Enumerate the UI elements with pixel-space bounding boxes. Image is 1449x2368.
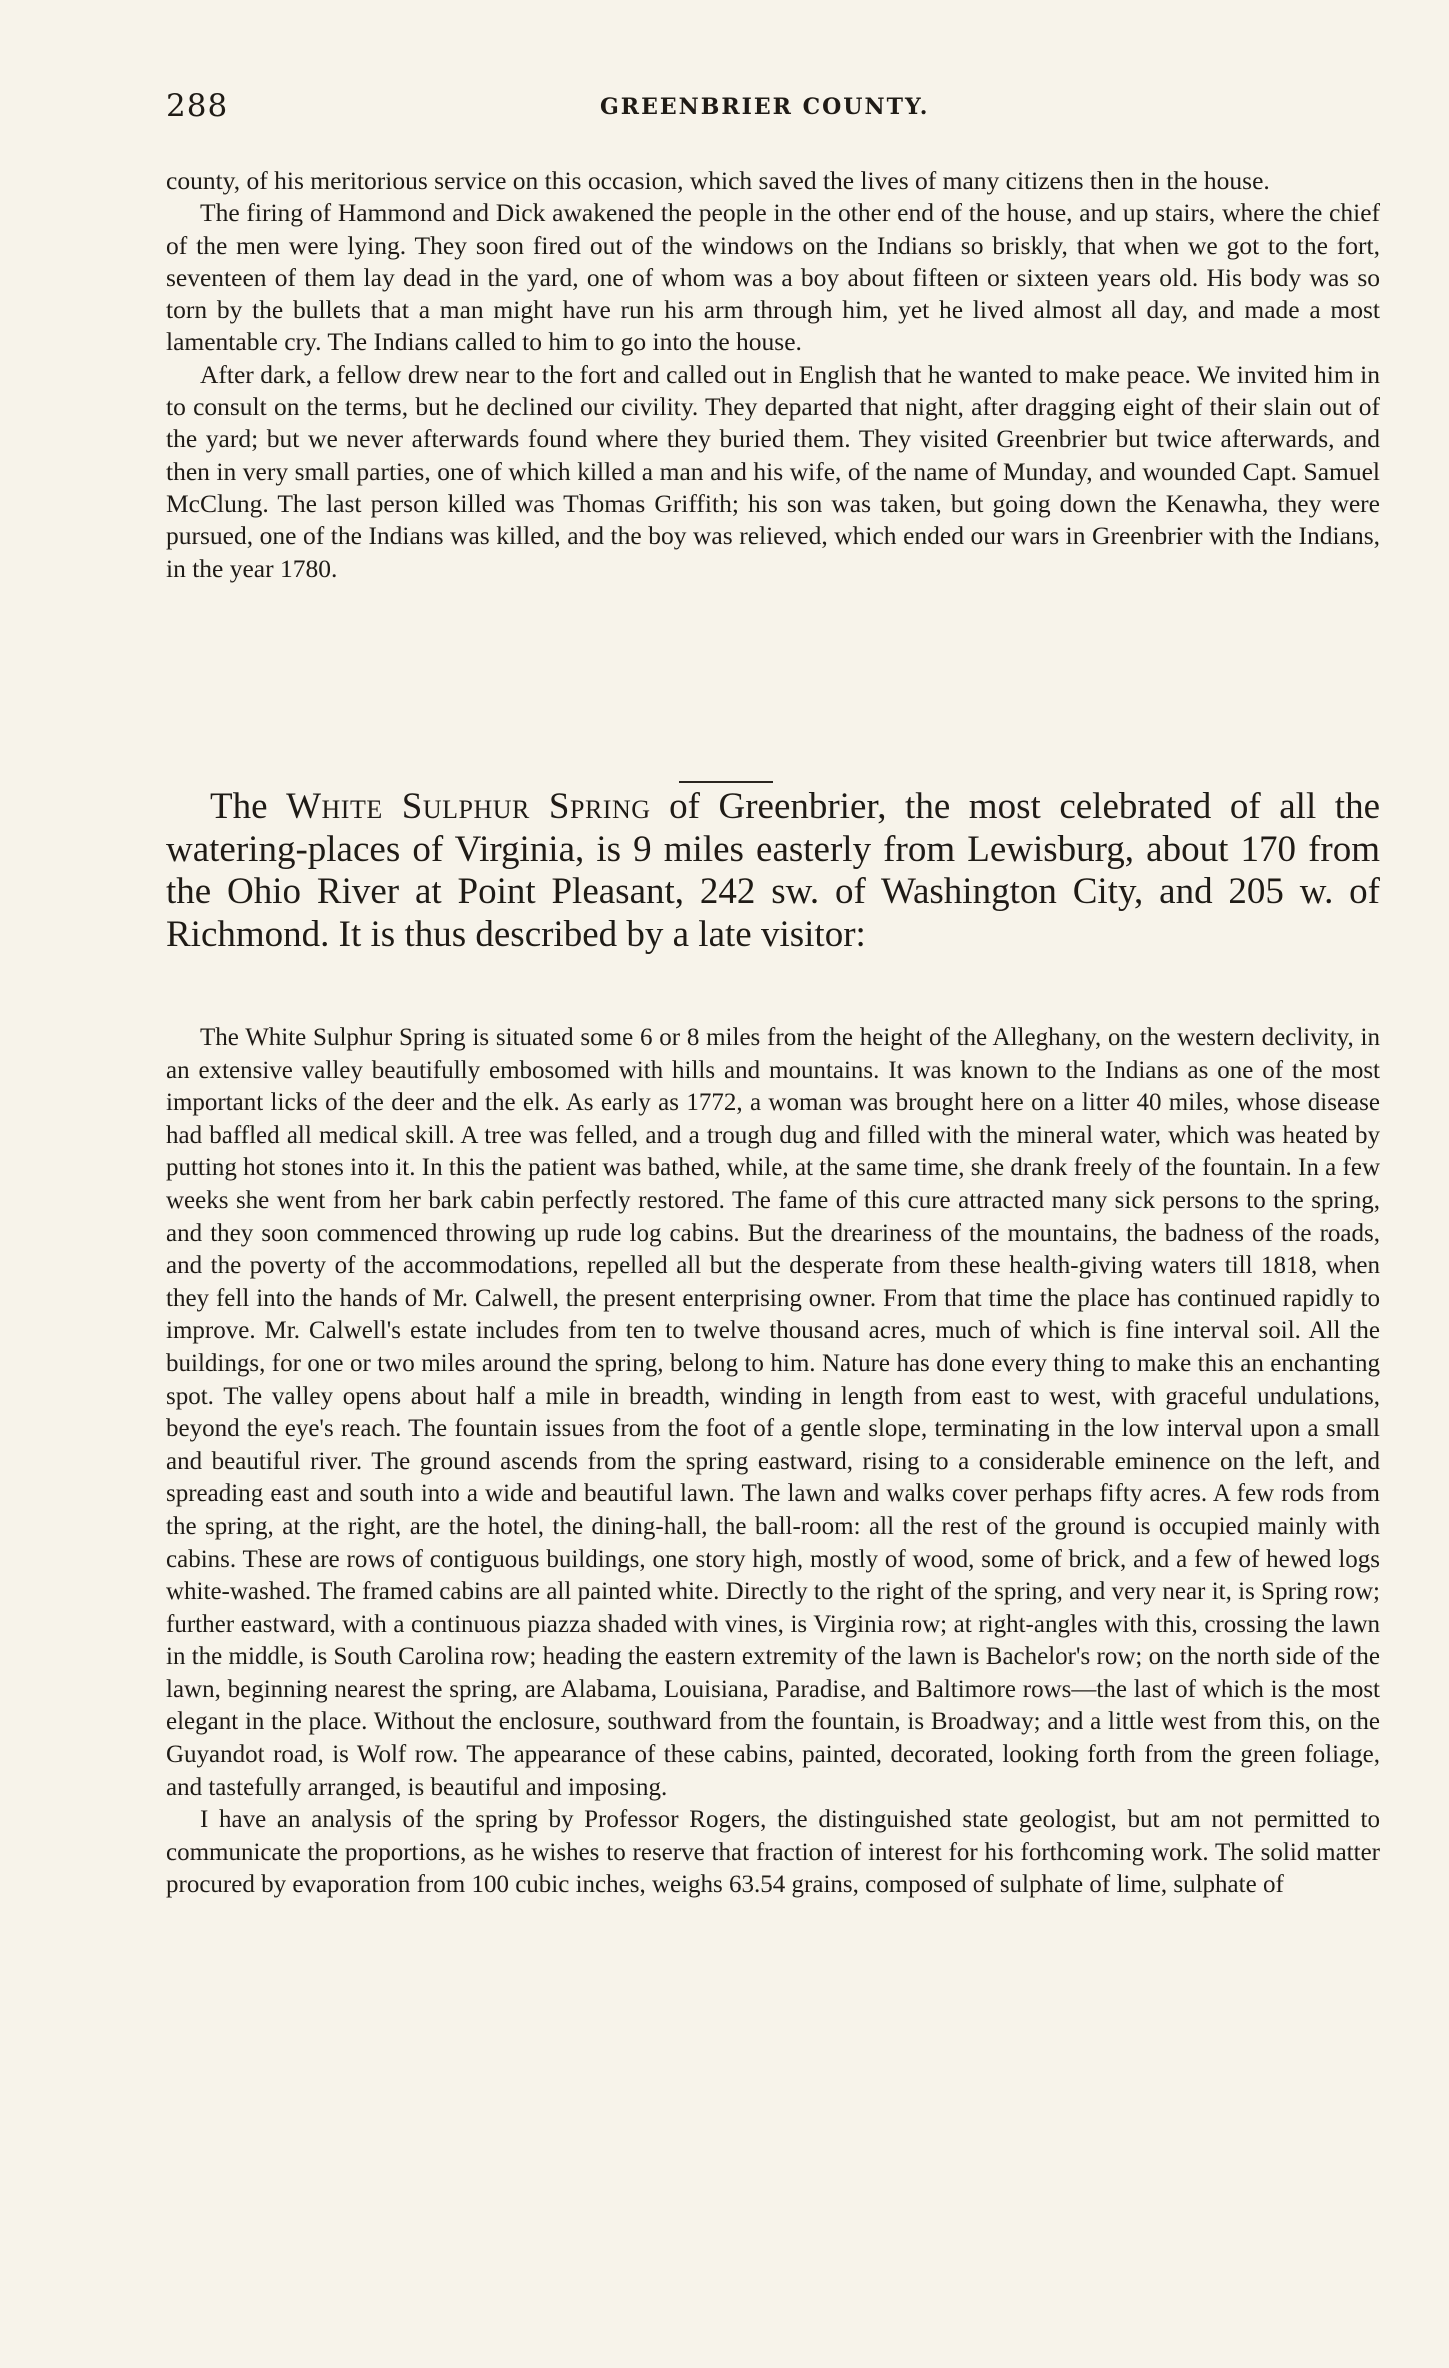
intro-lead-word: The: [210, 786, 268, 827]
intro-paragraph: [166, 786, 1380, 956]
quote-paragraph: I have an analysis of the spring by Professor Rogers, the distinguished state geologist, but am not permitted to communicate the proportions, as he wishes to reserve that fraction of interest for his forthcoming work. The solid matter procured by evaporation from 100 cubic inches, weighs 63.54 grains, composed of sulphate of lime, sulphate of: [166, 1806, 1380, 1899]
paragraph: The firing of Hammond and Dick awakened the people in the other end of the house, and up stairs, where the chief of the men were lying. They soon fired out of the windows on the Indians so briskly, that when we got to the fort, seventeen of them lay dead in the yard, one of whom was a boy about fifteen or sixteen years old. His body was so torn by the bullets that a man might have run his arm through him, yet he lived almost all day, and made a most lamentable cry. The Indians called to him to go into the house.: [166, 198, 1380, 357]
section-introduction: [166, 786, 1380, 956]
running-head: [166, 88, 1376, 128]
intro-smallcaps-title: White Sulphur Spring: [286, 786, 651, 827]
quoted-description: [166, 1022, 1380, 1902]
running-title: GREENBRIER COUNTY.: [600, 94, 930, 120]
paragraph: After dark, a fellow drew near to the fort and called out in English that he wanted to make peace. We invited him in to consult on the terms, but he declined our civility. They departed that night, after dragging eight of their slain out of the yard; but we never afterwards found where they buried them. They visited Greenbrier but twice afterwards, and then in very small parties, one of which killed a man and his wife, of the name of Munday, and wounded Capt. Samuel McClung. The last person killed was Thomas Griffith; his son was taken, but going down the Kenawha, they were pursued, one of the Indians was killed, and the boy was relieved, which ended our wars in Greenbrier with the Indians, in the year 1780.: [166, 359, 1380, 583]
page-number: 288: [166, 88, 229, 124]
quote-paragraph: The White Sulphur Spring is situated some 6 or 8 miles from the height of the Alleghany, on the western declivity, in an extensive valley beautifully embosomed with hills and mountains. It was known to the Indians as one of the most important licks of the deer and the elk. As early as 1772, a woman was brought here on a litter 40 miles, whose disease had baffled all medical skill. A tree was felled, and a trough dug and filled with the mineral water, which was heated by putting hot stones into it. In this the patient was bathed, while, at the same time, she drank freely of the fountain. In a few weeks she went from her bark cabin perfectly restored. The fame of this cure attracted many sick persons to the spring, and they soon commenced throwing up rude log cabins. But the dreariness of the mountains, the badness of the roads, and the poverty of the accommodations, repelled all but the desperate from these health-giving waters till 1818, when they fell into the hands of Mr. Calwell, the present enterprising owner. From that time the place has continued rapidly to improve. Mr. Calwell's estate includes from ten to twelve thousand acres, much of which is fine interval soil. All the buildings, for one or two miles around the spring, belong to him. Nature has done every thing to make this an enchanting spot. The valley opens about half a mile in breadth, winding in length from east to west, with graceful undulations, beyond the eye's reach. The fountain issues from the foot of a gentle slope, terminating in the low interval upon a small and beautiful river. The ground ascends from the spring eastward, rising to a considerable eminence on the left, and spreading east and south into a wide and beautiful lawn. The lawn and walks cover perhaps fifty acres. A few rods from the spring, at the right, are the hotel, the dining-hall, the ball-room: all the rest of the ground is occupied mainly with cabins. These are rows of contiguous buildings, one story high, mostly of wood, some of brick, and a few of hewed logs white-washed. The framed cabins are all painted white. Directly to the right of the spring, and very near it, is Spring row; further eastward, with a continuous piazza shaded with vines, is Virginia row; at right-angles with this, crossing the lawn in the middle, is South Carolina row; heading the eastern extremity of the lawn is Bachelor's row; on the north side of the lawn, beginning nearest the spring, are Alabama, Louisiana, Paradise, and Baltimore rows—the last of which is the most elegant in the place. Without the enclosure, southward from the fountain, is Broadway; and a little west from this, on the Guyandot road, is Wolf row. The appearance of these cabins, painted, decorated, looking forth from the green foliage, and tastefully arranged, is beautiful and imposing.: [166, 1024, 1380, 1801]
section-divider: [679, 781, 773, 783]
narrative-text: [166, 165, 1380, 585]
intro-text: of Greenbrier, the most celebrated of all the watering-places of Virginia, is 9 miles easterly from Lewisburg, about 170 from the Ohio River at Point Pleasant, 242 sw. of Washington City, and 205 w. of Richmond. It is thus described by a late visitor:: [166, 786, 1381, 955]
paragraph: county, of his meritorious service on this occasion, which saved the lives of many citizens then in the house.: [166, 166, 1270, 195]
